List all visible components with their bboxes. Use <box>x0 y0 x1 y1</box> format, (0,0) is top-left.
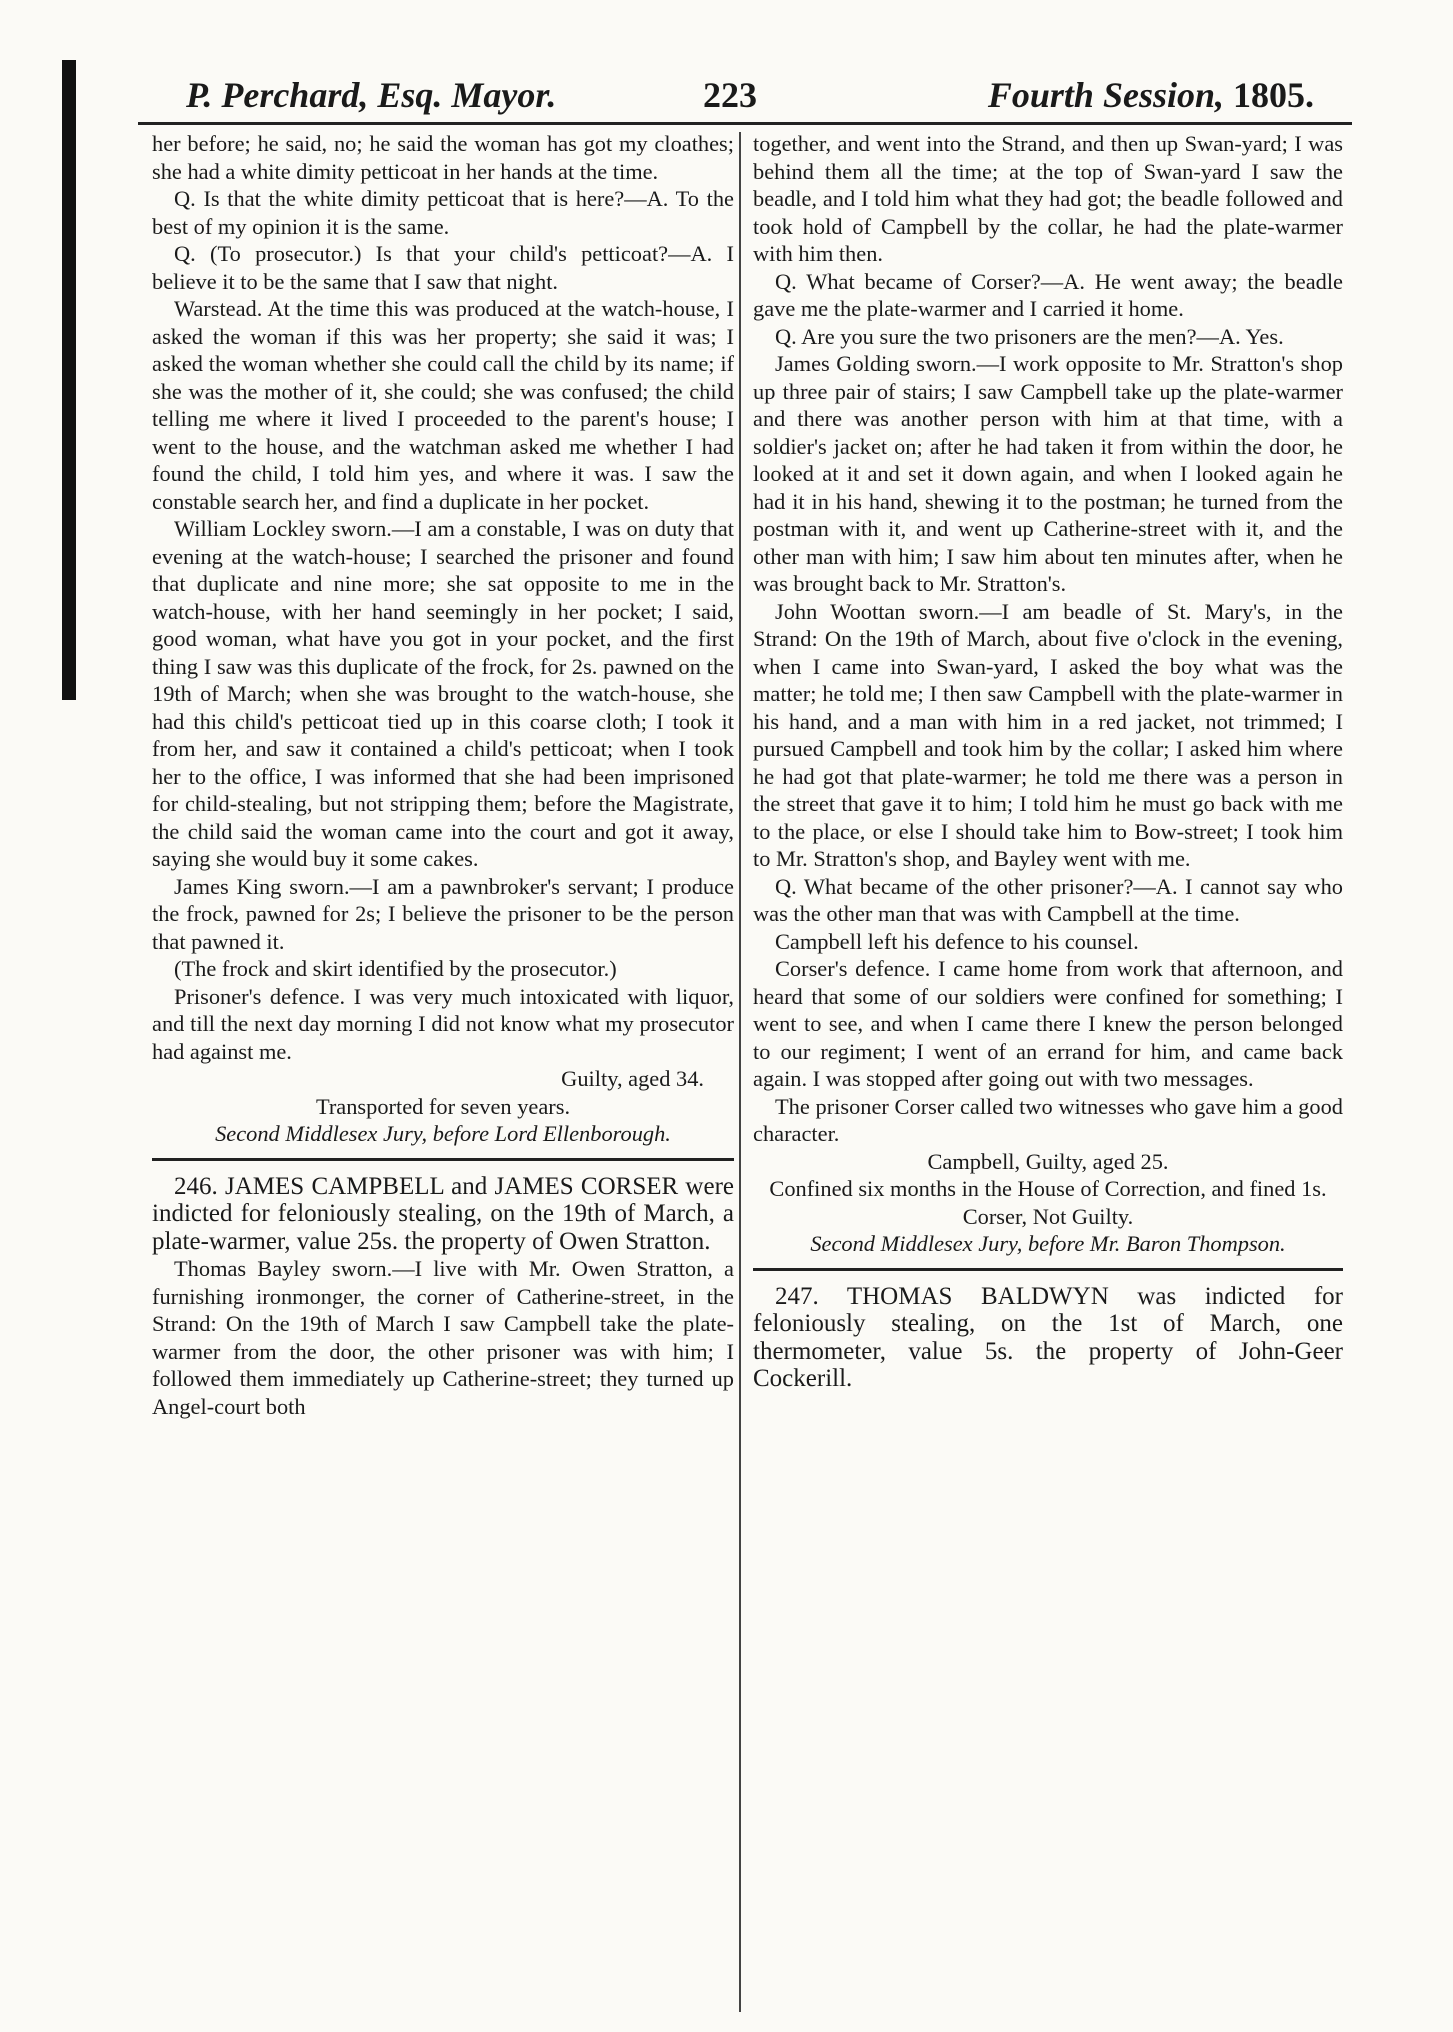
paragraph: Q. What became of the other prisoner?—A. I cannot say who was the other man that was with Campbell at the time. <box>753 873 1343 926</box>
paragraph: Prisoner's defence. I was very much intoxicated with liquor, and till the next day morning I did not know what my prosecutor had against me. <box>152 983 734 1064</box>
paragraph: Campbell, Guilty, aged 25. <box>927 1148 1169 1174</box>
section-rule <box>152 1158 734 1161</box>
paragraph: Q. What became of Corser?—A. He went away; the beadle gave me the plate-warmer and I carried it home. <box>753 268 1343 321</box>
paragraph: Corser's defence. I came home from work that afternoon, and heard that some of our soldiers were confined for something; I went to see, and when I came there I knew the person belonged to our regiment; I went of an errand for him, and came back again. I was stopped after going out with two messages. <box>753 956 1343 1091</box>
case-heading: 247. THOMAS BALDWYN was indicted for feloniously stealing, on the 1st of March, one thermometer, value 5s. the property of John-Geer Cockerill. <box>753 1282 1343 1392</box>
header-session <box>988 74 1314 116</box>
session-year: 1805. <box>1233 75 1314 115</box>
paragraph: Second Middlesex Jury, before Mr. Baron Thompson. <box>810 1231 1286 1256</box>
right-column <box>753 130 1343 1393</box>
paragraph: Q. Is that the white dimity petticoat that is here?—A. To the best of my opinion it is the same. <box>152 186 734 239</box>
paragraph: her before; he said, no; he said the woman has got my cloathes; she had a white dimity petticoat in her hands at the time. <box>152 131 734 184</box>
left-column <box>152 130 734 1420</box>
paragraph: Q. Are you sure the two prisoners are the men?—A. Yes. <box>775 323 1284 349</box>
paragraph: Thomas Bayley sworn.—I live with Mr. Owen Stratton, a furnishing ironmonger, the corner of Catherine-street, in the Strand: On the 19th of March I saw Campbell take the plate-warmer from the door, the other prisoner was with him; I followed them immediately up Catherine-street; they turned up Angel-court both <box>152 1256 734 1419</box>
binding-bar <box>62 60 76 700</box>
paragraph: (The frock and skirt identified by the prosecutor.) <box>174 956 617 981</box>
case-heading: 246. JAMES CAMPBELL and JAMES CORSER were indicted for feloniously stealing, on the 19th of March, a plate-warmer, value 25s. the property of Owen Stratton. <box>152 1172 734 1255</box>
paragraph: Guilty, aged 34. <box>561 1066 704 1091</box>
session-label: Fourth Session, <box>987 75 1224 115</box>
page <box>138 70 1352 1419</box>
paragraph: Q. (To prosecutor.) Is that your child's petticoat?—A. I believe it to be the same that I saw that night. <box>152 241 734 294</box>
paragraph: James King sworn.—I am a pawnbroker's servant; I produce the frock, pawned for 2s; I believe the prisoner to be the person that pawned it. <box>152 873 734 954</box>
running-header <box>138 70 1352 125</box>
paragraph: William Lockley sworn.—I am a constable, I was on duty that evening at the watch-house; I searched the prisoner and found that duplicate and nine more; she sat opposite to me in the watch-house, with her hand seemingly in her pocket; I said, good woman, what have you got in your pocket, and the first thing I saw was this duplicate of the frock, for 2s. pawned on the 19th of March; when she was brought to the watch-house, she had this child's petticoat tied up in this coarse cloth; I took it from her, and saw it contained a child's petticoat; when I took her to the office, I was informed that she had been imprisoned for child-stealing, but not stripping them; before the Magistrate, the child said the woman came into the court and got it away, saying she would buy it some cakes. <box>152 516 734 871</box>
paragraph: together, and went into the Strand, and then up Swan-yard; I was behind them all the time; at the top of Swan-yard I saw the beadle, and I told him what they had got; the beadle followed and took hold of Campbell by the collar, he had the plate-warmer with him then. <box>753 131 1343 266</box>
header-mayor: P. Perchard, Esq. Mayor. <box>186 75 557 115</box>
paragraph: Confined six months in the House of Correction, and fined 1s. <box>769 1176 1327 1201</box>
paragraph: James Golding sworn.—I work opposite to Mr. Stratton's shop up three pair of stairs; I saw Campbell take up the plate-warmer and there was another person with him at that time, with a soldier's jacket on; after he had taken it from within the door, he looked at it and set it down again, and when I looked again he had it in his hand, shewing it to the postman; he turned from the postman with it, and went up Catherine-street with it, and the other man with him; I saw him about ten minutes after, when he was brought back to Mr. Stratton's. <box>753 351 1343 596</box>
paragraph: The prisoner Corser called two witnesses who gave him a good character. <box>753 1093 1343 1146</box>
paragraph: John Woottan sworn.—I am beadle of St. Mary's, in the Strand: On the 19th of March, about five o'clock in the evening, when I came into Swan-yard, I asked the boy what was the matter; he told me; I then saw Campbell with the plate-warmer in his hand, and a man with him in a red jacket, not trimmed; I pursued Campbell and took him by the collar; I asked him where he had got that plate-warmer; he told me there was a person in the street that gave it to him; I told him he must go back with me to the place, or else I should take him to Bow-street; I took him to Mr. Stratton's shop, and Bayley went with me. <box>753 598 1343 871</box>
paragraph: Campbell left his defence to his counsel. <box>775 928 1139 954</box>
paragraph: Warstead. At the time this was produced at the watch-house, I asked the woman if this was her property; she said it was; I asked the woman whether she could call the child by its name; if she was the mother of it, she could; she was confused; the child telling me where it lived I proceeded to the parent's house; I went to the house, and the watchman asked me whether I had found the child, I told him yes, and where it was. I saw the constable search her, and find a duplicate in her pocket. <box>152 296 734 514</box>
paragraph: Second Middlesex Jury, before Lord Ellenborough. <box>215 1121 671 1146</box>
paragraph: Transported for seven years. <box>315 1093 571 1119</box>
column-divider <box>739 132 741 2012</box>
section-rule <box>753 1268 1343 1271</box>
paragraph: Corser, Not Guilty. <box>962 1203 1134 1229</box>
page-number: 223 <box>703 75 757 115</box>
